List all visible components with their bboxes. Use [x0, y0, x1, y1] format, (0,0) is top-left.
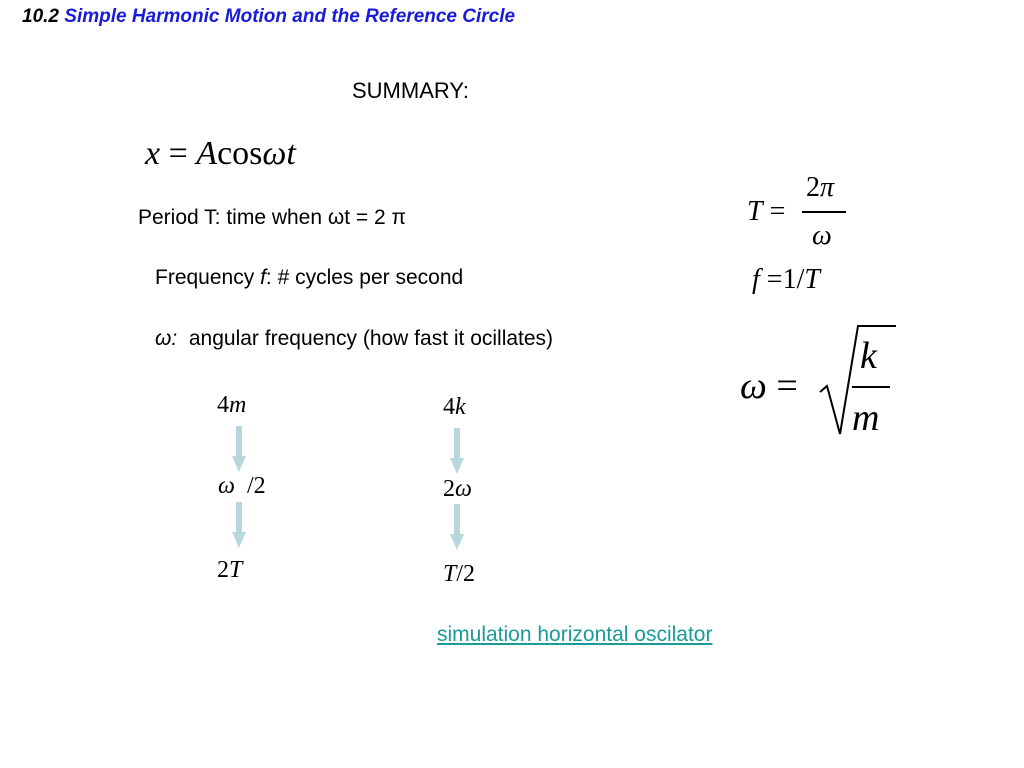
omega-definition	[155, 327, 553, 351]
spring-step-1-var: k	[455, 394, 466, 420]
period-num-pi: π	[820, 172, 835, 203]
period-fraction-bar	[802, 211, 846, 213]
simulation-link[interactable]: simulation horizontal oscilator	[437, 623, 713, 646]
frequency-formula	[752, 264, 820, 296]
spring-step-2-omega: ω	[455, 476, 472, 502]
eq-cos: cos	[217, 135, 263, 172]
position-equation	[145, 135, 296, 173]
omega-lhs	[740, 364, 798, 408]
omega-symbol: ω:	[155, 327, 178, 350]
freq-one: 1	[782, 264, 797, 295]
period-T: T	[747, 196, 763, 227]
down-arrow-icon	[232, 426, 246, 474]
frequency-prefix: Frequency	[155, 266, 261, 289]
slide-header	[22, 6, 515, 28]
spring-step-2-coef: 2	[443, 476, 455, 502]
spring-step-3-rest: /2	[456, 561, 476, 587]
mass-step-2-rest: /2	[246, 473, 266, 499]
eq-omega: ω	[262, 135, 287, 172]
mass-step-3	[217, 557, 242, 584]
omega-denominator: m	[852, 397, 880, 439]
spring-step-3	[443, 561, 475, 588]
section-title: Simple Harmonic Motion and the Reference Circle	[64, 6, 516, 27]
omega-formula-equals: =	[776, 365, 798, 407]
period-definition: Period T: time when ωt = 2 π	[138, 206, 407, 229]
period-equals: =	[769, 196, 786, 227]
freq-f: f	[752, 264, 760, 295]
eq-amplitude: A	[196, 135, 218, 172]
period-lhs	[747, 196, 785, 228]
period-fraction	[800, 172, 848, 256]
period-numerator	[806, 172, 834, 204]
omega-rest: angular frequency (how fast it ocillates)	[188, 327, 554, 350]
omega-formula-omega: ω	[740, 365, 767, 407]
down-arrow-icon	[232, 502, 246, 550]
mass-step-1-coef: 4	[217, 392, 229, 418]
spring-step-1	[443, 394, 466, 421]
freq-T: T	[804, 264, 820, 295]
eq-t: t	[286, 135, 296, 172]
spring-step-1-coef: 4	[443, 394, 455, 420]
eq-x: x	[145, 135, 161, 172]
section-number: 10.2	[22, 6, 59, 27]
down-arrow-icon	[450, 428, 464, 476]
mass-step-3-var: T	[229, 557, 243, 583]
freq-slash: /	[796, 264, 805, 295]
freq-equals: =	[766, 264, 783, 295]
mass-step-3-coef: 2	[217, 557, 229, 583]
spring-step-3-T: T	[443, 561, 457, 587]
omega-fraction-bar	[852, 386, 890, 388]
frequency-rest: : # cycles per second	[265, 266, 464, 289]
frequency-symbol: f	[260, 266, 266, 289]
mass-step-2-omega: ω	[218, 473, 235, 499]
mass-step-1	[217, 392, 246, 419]
period-denominator: ω	[812, 220, 832, 251]
period-num-coef: 2	[806, 172, 820, 203]
mass-step-2	[218, 473, 266, 500]
omega-numerator: k	[860, 335, 877, 377]
eq-equals: =	[168, 135, 188, 172]
summary-label: SUMMARY:	[352, 78, 469, 103]
mass-step-1-var: m	[229, 392, 247, 418]
down-arrow-icon	[450, 504, 464, 552]
omega-fraction	[848, 334, 894, 438]
spring-step-2	[443, 476, 472, 503]
frequency-definition	[155, 266, 463, 290]
